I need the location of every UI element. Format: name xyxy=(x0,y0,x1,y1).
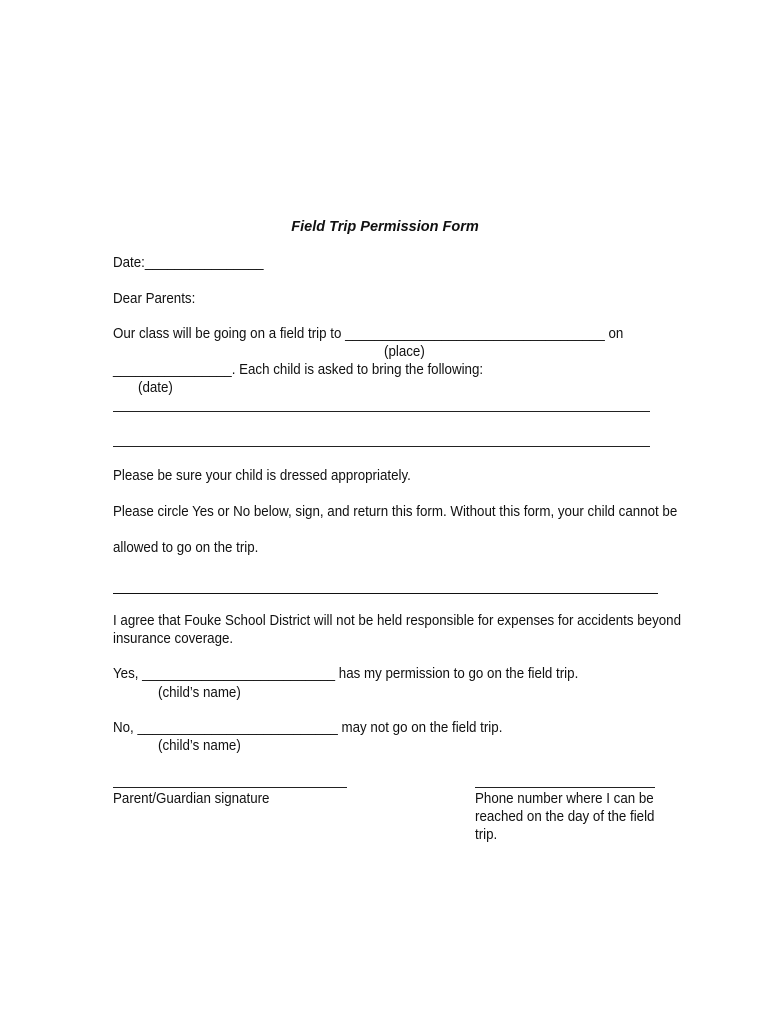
agreement-line-2: insurance coverage. xyxy=(113,631,234,647)
trip-date-line: ________________. Each child is asked to bring the following: xyxy=(113,362,484,378)
circle-instruction-line-1: Please circle Yes or No below, sign, and return this form. Without this form, your child cannot be xyxy=(113,504,678,520)
signature-label: Parent/Guardian signature xyxy=(113,791,270,807)
circle-instruction-line-2: allowed to go on the trip. xyxy=(113,540,259,556)
no-permission-line: No, ___________________________ may not go on the field trip. xyxy=(113,720,503,736)
yes-permission-line: Yes, __________________________ has my permission to go on the field trip. xyxy=(113,666,579,682)
place-hint: (place) xyxy=(384,344,425,360)
phone-label-line-2: reached on the day of the field xyxy=(475,809,655,825)
items-to-bring-line-2 xyxy=(113,446,650,447)
form-title: Field Trip Permission Form xyxy=(291,219,479,235)
phone-number-line xyxy=(475,787,655,788)
signature-line xyxy=(113,787,347,788)
section-divider xyxy=(113,593,658,594)
dress-note: Please be sure your child is dressed appropriately. xyxy=(113,468,411,484)
greeting: Dear Parents: xyxy=(113,291,196,307)
date-hint: (date) xyxy=(138,380,173,396)
phone-label-line-3: trip. xyxy=(475,827,498,843)
phone-label-line-1: Phone number where I can be xyxy=(475,791,654,807)
yes-child-name-hint: (child’s name) xyxy=(158,685,241,701)
agreement-line-1: I agree that Fouke School District will not be held responsible for expenses for accidents beyond xyxy=(113,613,682,629)
items-to-bring-line-1 xyxy=(113,411,650,412)
date-field-line: Date:________________ xyxy=(113,255,264,271)
trip-destination-line: Our class will be going on a field trip to ___________________________________ on xyxy=(113,326,624,342)
no-child-name-hint: (child’s name) xyxy=(158,738,241,754)
